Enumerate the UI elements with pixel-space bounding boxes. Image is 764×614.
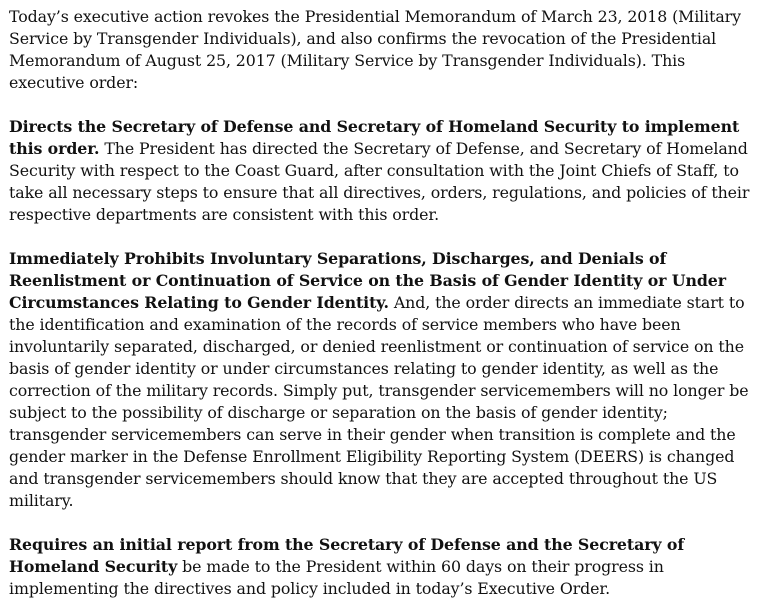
paragraph-text: be made to the President within 60 days on their progress in implementing the directives and policy included in today’s Executive Order. — [9, 557, 664, 598]
paragraph-directs — [9, 116, 756, 226]
paragraph-heading: Immediately Prohibits Involuntary Separations, Discharges, and Denials of Reenlistment or Continuation of Service on the Basis of Gender Identity or Under Circumstances Relating to Gender Identity. — [9, 249, 726, 312]
paragraph-heading: Directs the Secretary of Defense and Secretary of Homeland Security to implement this order. — [9, 117, 740, 158]
paragraph-text: Today’s executive action revokes the Presidential Memorandum of March 23, 2018 (Military Service by Transgender Individuals), and also confirms the revocation of the Presidential Memorandum of August 25, 2017 (Military Service by Transgender Individuals). This executive order: — [9, 7, 741, 92]
paragraph-text: The President has directed the Secretary of Defense, and Secretary of Homeland Security with respect to the Coast Guard, after consultation with the Joint Chiefs of Staff, to take all necessary steps to ensure that all directives, orders, regulations, and policies of their respective departments are consistent with this order. — [9, 139, 750, 224]
paragraph-intro — [9, 6, 756, 94]
paragraph-text: And, the order directs an immediate start to the identification and examination of the records of service members who have been involuntarily separated, discharged, or denied reenlistment or continuation of service on the basis of gender identity or under circumstances relating to gender identity, as well as the correction of the military records. Simply put, transgender servicemembers will no longer be subject to the possibility of discharge or separation on the basis of gender identity; transgender servicemembers can serve in their gender when transition is complete and the gender marker in the Defense Enrollment Eligibility Reporting System (DEERS) is changed and transgender servicemembers should know that they are accepted throughout the US military. — [9, 293, 749, 510]
paragraph-prohibits — [9, 248, 756, 512]
paragraph-heading: Requires an initial report from the Secretary of Defense and the Secretary of Homeland Security — [9, 535, 685, 576]
paragraph-requires — [9, 534, 756, 600]
